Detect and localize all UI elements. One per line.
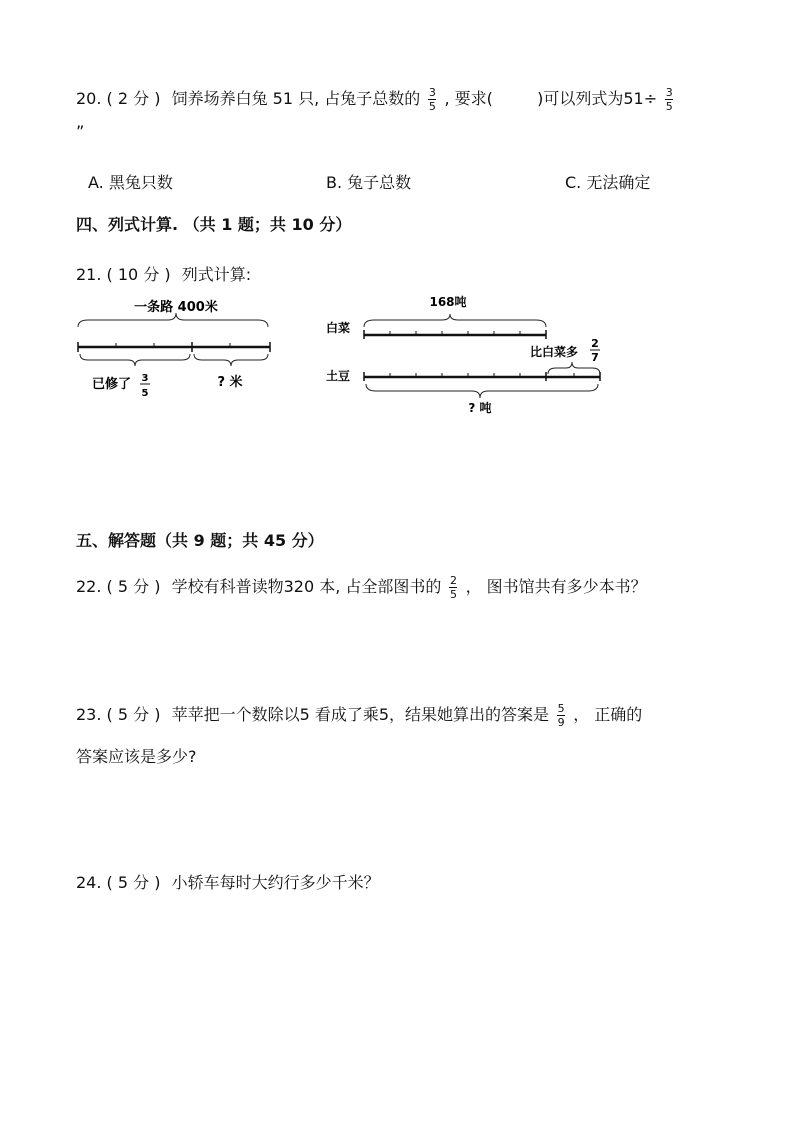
q23-fraction: $\frac{5}{9}$: [557, 702, 565, 729]
q20-quote: ”: [76, 122, 85, 141]
q20-text-a: 饲养场养白兔 51 只, 占兔子总数的: [171, 89, 421, 108]
svg-text:5: 5: [141, 388, 149, 399]
q23-line-2: 答案应该是多少?: [76, 747, 197, 766]
q22-fraction: $\frac{2}{5}$: [449, 574, 457, 601]
q23-text-a: 苹苹把一个数除以5 看成了乘5，结果她算出的答案是: [171, 705, 550, 724]
q23-line: [76, 702, 642, 728]
q24-text: 小轿车每时大约行多少千米？: [171, 873, 380, 892]
q21-line: [76, 262, 251, 285]
road-left-label: 已修了: [92, 377, 132, 392]
cabbage-row-label: 白菜: [326, 321, 351, 335]
road-top-brace: [78, 313, 268, 327]
q20-fraction: $\frac{3}{5}$: [428, 86, 436, 113]
q23-number: 23.: [76, 705, 102, 724]
q22-text-a: 学校有科普读物320 本, 占全部图书的: [171, 577, 442, 596]
road-top-label: 一条路 400米: [134, 300, 218, 315]
q22-text-b: ， 图书馆共有多少本书？: [465, 577, 647, 596]
q21-score: ( 10 分 ): [106, 265, 171, 284]
q20-option-b: B. 兔子总数: [326, 173, 412, 192]
potato-row-label: 土豆: [326, 369, 351, 383]
cabbage-brace: [364, 314, 546, 327]
q23-text-b: ， 正确的: [573, 705, 643, 724]
road-diagram: [72, 292, 282, 407]
q22-line: [76, 574, 647, 600]
q20-fraction-2: $\frac{3}{5}$: [665, 86, 673, 113]
potato-brace: [366, 384, 598, 398]
q22-score: ( 5 分 ): [106, 577, 161, 596]
q20-text-c: )可以列式为51÷: [537, 89, 658, 108]
q23-score: ( 5 分 ): [106, 705, 161, 724]
q20-number: 20.: [76, 89, 102, 108]
q20-score: ( 2 分 ): [106, 89, 161, 108]
q24-number: 24.: [76, 873, 102, 892]
q21-text: 列式计算:: [181, 265, 252, 284]
svg-text:3: 3: [141, 373, 149, 384]
q24-score: ( 5 分 ): [106, 873, 161, 892]
road-right-brace: [194, 354, 268, 366]
cabbage-top-label: 168吨: [429, 295, 467, 309]
q20-option-c: C. 无法确定: [565, 173, 651, 192]
q22-number: 22.: [76, 577, 102, 596]
potato-bottom-label: ? 吨: [468, 401, 492, 415]
extra-label: 比白菜多: [530, 345, 579, 359]
q20-option-a: A. 黑兔只数: [88, 173, 173, 192]
svg-text:2: 2: [591, 337, 599, 350]
q20-line: [76, 86, 676, 112]
section-5-title: 五、解答题（共 9 题；共 45 分）: [76, 531, 324, 550]
road-right-label: ? 米: [217, 375, 243, 390]
q24-line: [76, 870, 380, 893]
q20-text-b: , 要求(: [444, 89, 493, 108]
cabbage-potato-diagram: [322, 290, 612, 418]
section-4-title: 四、列式计算. （共 1 题；共 10 分）: [76, 215, 352, 234]
road-left-brace: [80, 354, 190, 366]
q21-number: 21.: [76, 265, 102, 284]
svg-text:7: 7: [591, 351, 599, 364]
